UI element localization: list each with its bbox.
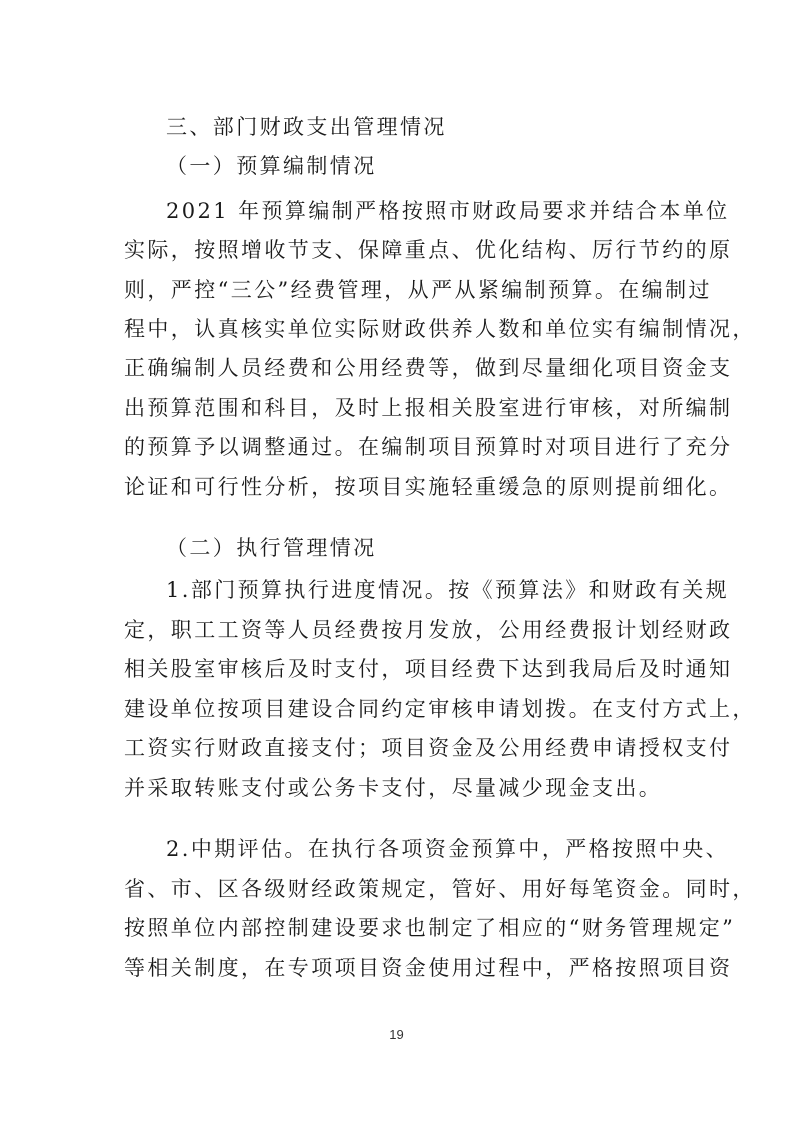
paragraph-line: 等相关制度，在专项项目资金使用过程中，严格按照项目资	[124, 956, 733, 980]
paragraph-line: 建设单位按项目建设合同约定审核申请划拨。在支付方式上，	[124, 697, 756, 721]
paragraph-line: 出预算范围和科目，及时上报相关股室进行审核，对所编制	[124, 396, 733, 420]
paragraph-line: 程中，认真核实单位实际财政供养人数和单位实有编制情况，	[124, 317, 756, 341]
paragraph-line: 正确编制人员经费和公用经费等，做到尽量细化项目资金支	[124, 356, 733, 380]
section-heading: 三、部门财政支出管理情况	[166, 115, 447, 139]
paragraph-line: 相关股室审核后及时支付，项目经费下达到我局后及时通知	[124, 657, 733, 681]
paragraph-line: 2021 年预算编制严格按照市财政局要求并结合本单位	[166, 199, 730, 223]
paragraph-line: 省、市、区各级财经政策规定，管好、用好每笔资金。同时，	[124, 877, 756, 901]
paragraph-line: 定，职工工资等人员经费按月发放，公用经费报计划经财政	[124, 618, 733, 642]
paragraph-line: 按照单位内部控制建设要求也制定了相应的“财务管理规定”	[124, 916, 736, 940]
paragraph-line: 1.部门预算执行进度情况。按《预算法》和财政有关规	[166, 578, 730, 602]
subsection-heading-budget-preparation: （一）预算编制情况	[166, 154, 377, 178]
paragraph-line: 则，严控“三公”经费管理，从严从紧编制预算。在编制过	[124, 278, 712, 302]
paragraph-line: 工资实行财政直接支付；项目资金及公用经费申请授权支付	[124, 736, 733, 760]
paragraph-line: 论证和可行性分析，按项目实施轻重缓急的原则提前细化。	[124, 475, 733, 499]
subsection-heading-execution-management: （二）执行管理情况	[166, 536, 377, 560]
paragraph-line: 的预算予以调整通过。在编制项目预算时对项目进行了充分	[124, 435, 733, 459]
paragraph-line: 2.中期评估。在执行各项资金预算中，严格按照中央、	[166, 837, 730, 861]
paragraph-line: 并采取转账支付或公务卡支付，尽量减少现金支出。	[124, 776, 663, 800]
paragraph-line: 实际，按照增收节支、保障重点、优化结构、厉行节约的原	[124, 238, 733, 262]
page-number: 19	[389, 1027, 404, 1042]
